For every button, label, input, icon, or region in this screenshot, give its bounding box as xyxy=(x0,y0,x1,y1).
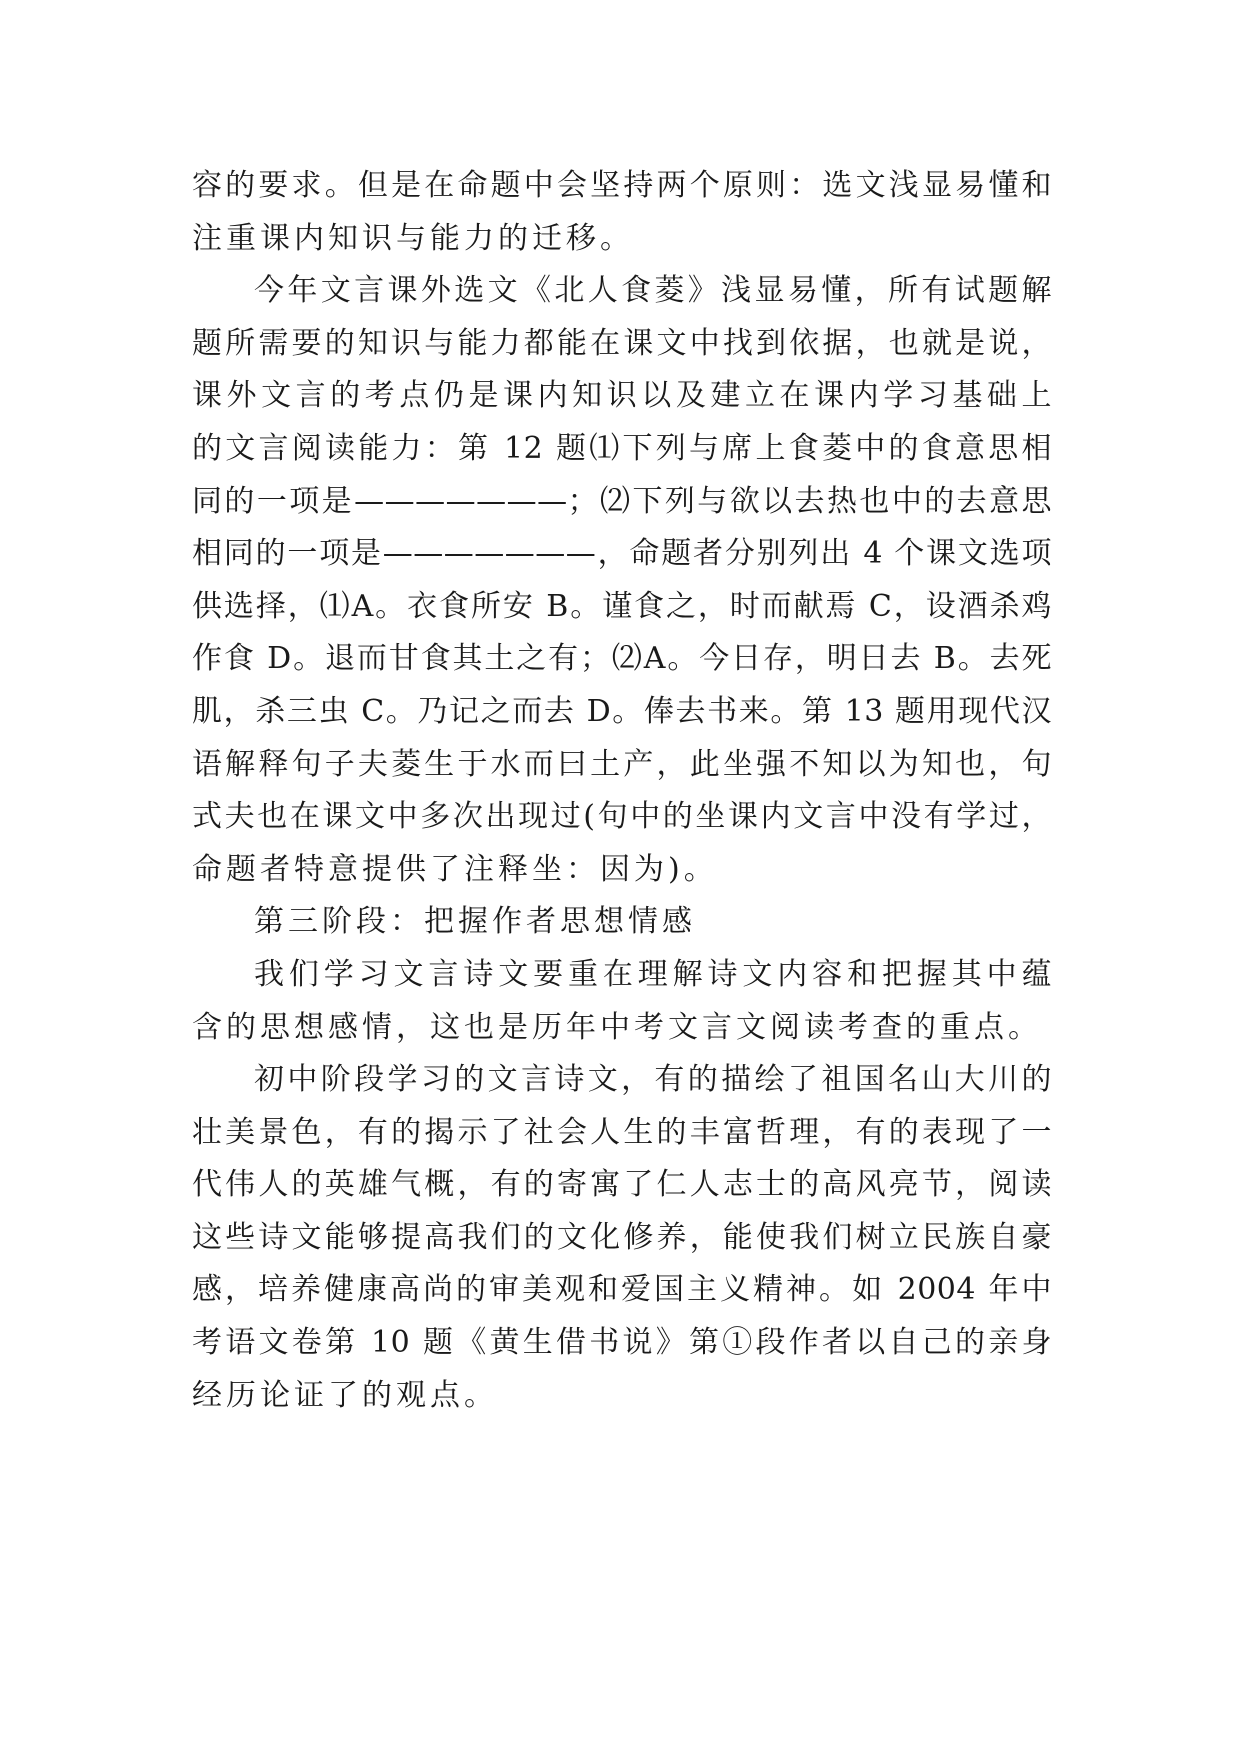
text-line: 题所需要的知识与能力都能在课文中找到依据，也就是说， xyxy=(192,325,1052,361)
text-line: 含的思想感情，这也是历年中考文言文阅读考查的重点。 xyxy=(192,1009,1042,1045)
text-line: 第三阶段：把握作者思想情感 xyxy=(254,904,696,940)
text-line: 作食 D。退而甘食其土之有；⑵A。今日存，明日去 B。去死 xyxy=(192,641,1052,677)
text-line: 感，培养健康高尚的审美观和爱国主义精神。如 2004 年中 xyxy=(192,1272,1052,1308)
text-line: 我们学习文言诗文要重在理解诗文内容和把握其中蕴 xyxy=(254,956,1052,992)
text-line: 初中阶段学习的文言诗文，有的描绘了祖国名山大川的 xyxy=(254,1062,1052,1098)
text-line: 命题者特意提供了注释坐：因为)。 xyxy=(192,851,718,887)
text-line: 相同的一项是———————，命题者分别列出 4 个课文选项 xyxy=(192,536,1052,572)
text-line: 肌，杀三虫 C。乃记之而去 D。俸去书来。第 13 题用现代汉 xyxy=(192,693,1052,729)
text-line: 今年文言课外选文《北人食菱》浅显易懂，所有试题解 xyxy=(254,273,1052,309)
text-line: 壮美景色，有的揭示了社会人生的丰富哲理，有的表现了一 xyxy=(192,1114,1052,1150)
text-line: 注重课内知识与能力的迁移。 xyxy=(192,220,634,256)
text-line: 经历论证了的观点。 xyxy=(192,1377,498,1413)
text-line: 这些诗文能够提高我们的文化修养，能使我们树立民族自豪 xyxy=(192,1219,1052,1255)
text-line: 代伟人的英雄气概，有的寄寓了仁人志士的高风亮节，阅读 xyxy=(192,1167,1052,1203)
body-text xyxy=(192,160,1052,1422)
text-line: 容的要求。但是在命题中会坚持两个原则：选文浅显易懂和 xyxy=(192,168,1052,203)
text-line: 同的一项是———————；⑵下列与欲以去热也中的去意思 xyxy=(192,483,1052,519)
text-line: 语解释句子夫菱生于水而曰土产，此坐强不知以为知也，句 xyxy=(192,746,1052,782)
text-line: 供选择，⑴A。衣食所安 B。谨食之，时而献焉 C，设酒杀鸡 xyxy=(192,588,1052,624)
text-line: 的文言阅读能力：第 12 题⑴下列与席上食菱中的食意思相 xyxy=(192,430,1052,466)
text-line: 课外文言的考点仍是课内知识以及建立在课内学习基础上 xyxy=(192,378,1052,414)
text-line: 考语文卷第 10 题《黄生借书说》第①段作者以自己的亲身 xyxy=(192,1325,1052,1361)
text-line: 式夫也在课文中多次出现过(句中的坐课内文言中没有学过， xyxy=(192,799,1052,835)
